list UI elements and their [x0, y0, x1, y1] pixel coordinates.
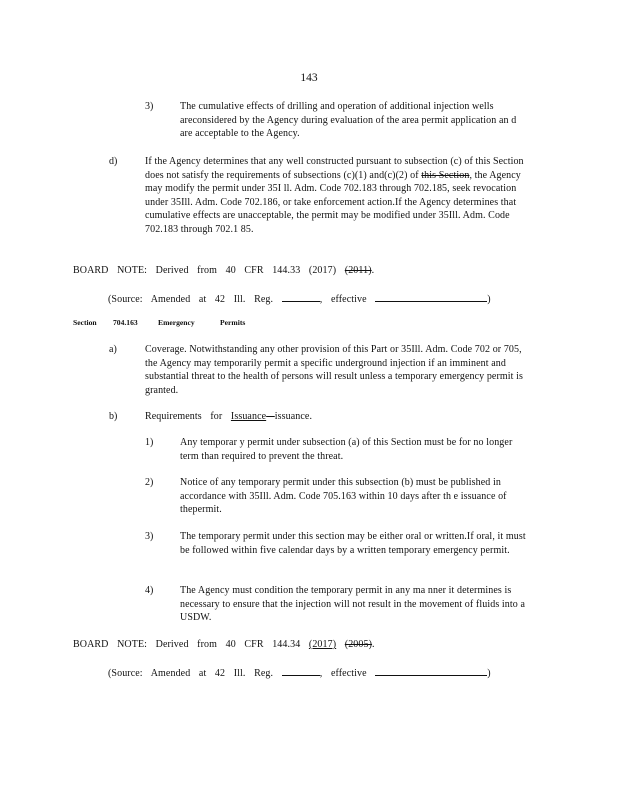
inserted-text: (2017) — [308, 639, 337, 650]
paragraph-d — [145, 155, 530, 237]
register-blank — [282, 664, 320, 676]
list-label: b) — [109, 411, 118, 422]
source-close: ) — [487, 294, 491, 305]
list-label: a) — [109, 344, 117, 355]
list-item-text: The cumulative effects of drilling and operation of additional injection wells areconsidered by the Agency during evaluation of the area permit application an d are acceptable to the Agency. — [180, 101, 517, 140]
board-note-tail: . — [371, 265, 375, 276]
inserted-text: Issuance — [230, 411, 267, 422]
struck-text: (2011) — [344, 265, 372, 276]
effective-date-blank — [375, 664, 487, 676]
section-number: 704.163 — [113, 318, 138, 327]
list-label: 3) — [145, 101, 154, 112]
paragraph-a: Coverage. Notwithstanding any other provision of this Part or 35Ill. Adm. Code 702 or 705, the Agency may temporarily permit a specific underground injection if an imminent and substantial threat to the health of persons will result unless a temporary emergency permit is granted. — [145, 344, 524, 396]
source-line — [108, 664, 528, 681]
sub-list-item: Any temporar y permit under subsection (a) of this Section must be for no longer term than required to prevent the threat. — [180, 437, 513, 462]
source-effective: effective — [330, 668, 367, 679]
struck-text — [266, 411, 275, 422]
board-note — [73, 264, 533, 278]
source-line — [108, 290, 528, 307]
paragraph-b — [145, 410, 525, 424]
section-word: Section — [73, 318, 97, 327]
board-note-text: BOARD NOTE: Derived from 40 CFR 144.33 (2017) — [73, 265, 337, 276]
sub-list-label: 2) — [145, 477, 154, 488]
section-title: Permits — [220, 318, 246, 327]
paragraph-text: If the Agency determines that any well constructed pursuant to subsection (c) of this Section does not satisfy the requirements of subsections (c)(1) and(c)(2) of — [145, 156, 524, 181]
sub-list-item: Notice of any temporary permit under this subsection (b) must be published in accordance with 35Ill. Adm. Code 705.163 within 10 days after th e issuance of thepermit. — [180, 477, 507, 516]
sub-list-label: 4) — [145, 585, 154, 596]
board-note-text: BOARD NOTE: Derived from 40 CFR 144.34 — [73, 639, 301, 650]
source-comma: , — [319, 668, 323, 679]
effective-date-blank — [375, 290, 487, 302]
list-label: d) — [109, 156, 118, 167]
struck-text: (2005) — [344, 639, 373, 650]
paragraph-text: issuance. — [274, 411, 313, 422]
board-note-tail: . — [372, 639, 375, 650]
source-prefix: (Source: Amended at 42 Ill. Reg. — [108, 668, 274, 679]
sub-list-item: The temporary permit under this section may be either oral or written.If oral, it must be followed within five calendar days by a written temporary emergency permit. — [180, 531, 526, 556]
paragraph-text: , the Agency may modify the permit under 35I ll. Adm. Code 702.183 through 702.185, seek revocation under 35Ill. Adm. Code 702.186, or take enforcement action.If the Agency determines that cumulative effects are unacceptable, the permit may be modified under 35Ill. Adm. Code 702.183 through 702.1 85. — [145, 169, 521, 235]
source-effective: effective — [330, 294, 367, 305]
paragraph-text: Requirements for — [145, 411, 223, 422]
board-note — [73, 638, 533, 652]
sub-list-label: 3) — [145, 531, 154, 542]
struck-text: this Section — [421, 169, 470, 181]
source-close: ) — [487, 668, 491, 679]
section-title: Emergency — [158, 318, 195, 327]
sub-list-label: 1) — [145, 437, 154, 448]
register-blank — [282, 290, 320, 302]
source-prefix: (Source: Amended at 42 Ill. Reg. — [108, 294, 274, 305]
sub-list-item: The Agency must condition the temporary permit in any ma nner it determines is necessary to ensure that the injection will not result in the movement of fluids into a USDW. — [180, 585, 526, 624]
source-comma: , — [319, 294, 323, 305]
page-number: 143 — [300, 72, 318, 84]
